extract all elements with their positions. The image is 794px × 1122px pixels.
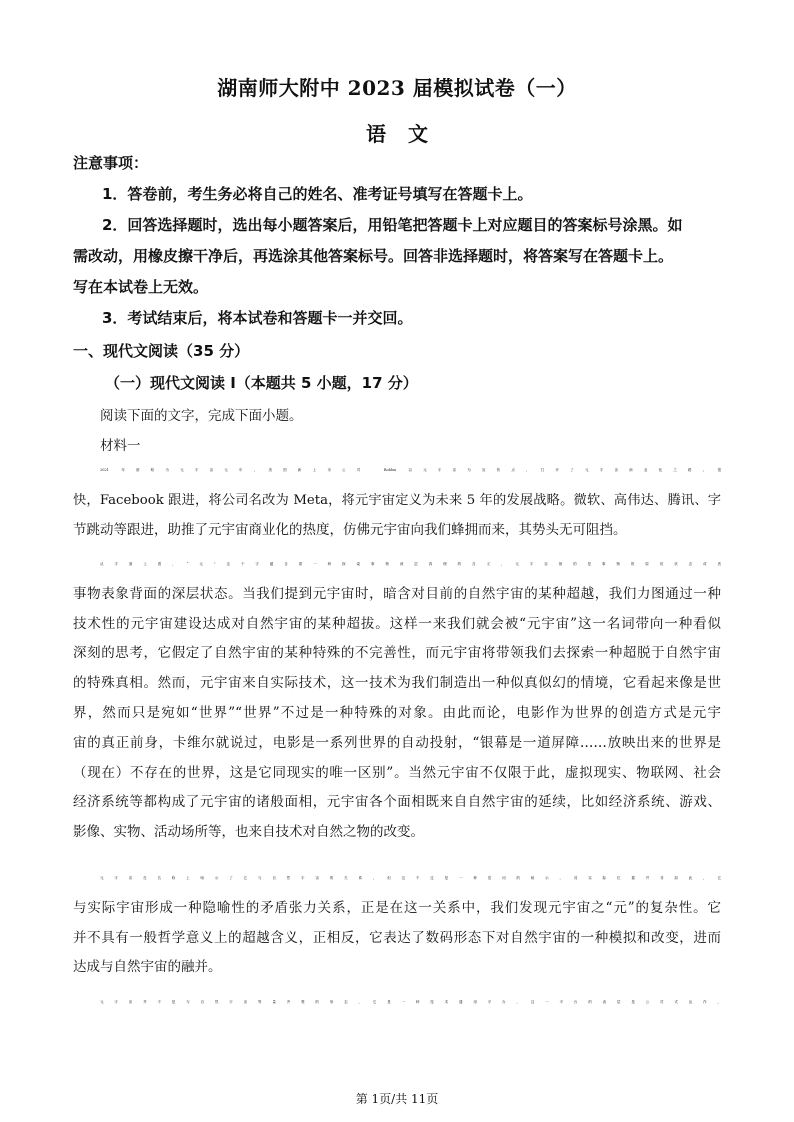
- notice-item-2-line-3: 写在本试卷上无效。: [73, 278, 209, 296]
- paragraph-line: 2021 年被称为元宇宙元年，美国新上市公司 Roblox 以元宇宙为宣传点，打开了元宇宙商业化之路。很: [100, 468, 721, 472]
- notice-item-3: 3．考试结束后，将本试卷和答题卡一并交回。: [102, 309, 413, 327]
- paragraph-1: [73, 456, 721, 545]
- paragraph-line: 并不具有一般哲学意义上的超越含义，正相反，它表达了数码形态下对自然宇宙的一种模拟和改变，进而: [73, 929, 721, 946]
- paragraph-line: 快，Facebook 跟进，将公司名改为 Meta，将元宇宙定义为未来 5 年的发展战略。微软、高伟达、腾讯、字: [73, 492, 721, 508]
- paragraph-line: 经济系统等都构成了元宇宙的诸般面相，元宇宙各个面相既来自自然宇宙的延续，比如经济系统、游戏、: [73, 794, 721, 811]
- sub-section-heading: （一）现代文阅读 I（本题共 5 小题，17 分）: [105, 374, 418, 392]
- page-number: 第 1页/共 11页: [355, 1092, 439, 1106]
- paragraph-3: [73, 864, 721, 983]
- notice-item-2-line-2: 需改动，用橡皮擦干净后，再选涂其他答案标号。回答非选择题时，将答案写在答题卡上。: [73, 247, 674, 265]
- notice-heading: 注意事项：: [73, 154, 149, 172]
- paragraph-line: 元宇宙并不是与自然宇宙等量齐观的形态，它是一种技术通用平台，这一平台的表层是公司式运作，: [100, 1000, 721, 1004]
- paragraph-line: 从字面上看，“元”这个字蕴含着一种探索事物深层真理的含义，元宇宙指的是事物的原初状态或者: [100, 562, 721, 566]
- paragraph-line: 节跳动等跟进，助推了元宇宙商业化的热度，仿佛元宇宙向我们蜂拥而来，其势头无可阻挡。: [73, 521, 627, 538]
- notice-item-2-line-1: 2．回答选择题时，选出每小题答案后，用铅笔把答题卡上对应题目的答案标号涂黑。如: [102, 216, 683, 234]
- paragraph-line: 技术性的元宇宙建设达成对自然宇宙的某种超拔。这样一来我们就会被“元宇宙”这一名词带向一种看似: [73, 615, 721, 632]
- paragraph-line: 界，然而只是宛如“世界”“世界”不过是一种特殊的对象。由此而论，电影作为世界的创造方式是元宇: [73, 704, 721, 721]
- paragraph-line: 的特殊真相。然而，元宇宙来自实际技术，这一技术为我们制造出一种似真似幻的情境，它看起来像是世: [73, 675, 721, 692]
- paragraph-2: [73, 550, 721, 848]
- paragraph-line: 与实际宇宙形成一种隐喻性的矛盾张力关系，正是在这一关系中，我们发现元宇宙之“元”的复杂性。它: [73, 899, 721, 916]
- paragraph-line: 影像、实物、活动场所等，也来自技术对自然之物的改变。: [73, 824, 424, 841]
- reading-instruction: 阅读下面的文字，完成下面小题。: [100, 408, 303, 424]
- paragraph-line: 宙的真正前身，卡维尔就说过，电影是一系列世界的自动投射，“银幕是一道屏障……放映出来的世界是: [73, 734, 721, 751]
- paragraph-line: （现在）不存在的世界，这是它同现实的唯一区别”。当然元宇宙不仅限于此，虚拟现实、物联网、社会: [73, 764, 721, 781]
- paragraph-line: 达成与自然宇宙的融并。: [73, 959, 222, 976]
- notice-item-1: 1．答卷前，考生务必将自己的姓名、准考证号填写在答题卡上。: [102, 185, 533, 203]
- subject-title: 语文: [366, 122, 450, 146]
- paragraph-line: 事物表象背面的深层状态。当我们提到元宇宙时，暗含对目前的自然宇宙的某种超越，我们力图通过一种: [73, 585, 721, 602]
- paragraph-line: 元宇宙在名称上暗示了它与自然宇宙的关系，但这不过是一种语词的暗示，其实际位置并非如此，它: [100, 876, 721, 880]
- material-label: 材料一: [100, 438, 141, 454]
- exam-title: 湖南师大附中 2023 届模拟试卷（一）: [217, 76, 577, 100]
- paragraph-line: 深刻的思考，它假定了自然宇宙的某种特殊的不完善性，而元宇宙将带领我们去探索一种超脱于自然宇宙: [73, 645, 721, 662]
- section-heading: 一、现代文阅读（35 分）: [73, 342, 250, 360]
- paragraph-4: [73, 988, 721, 1018]
